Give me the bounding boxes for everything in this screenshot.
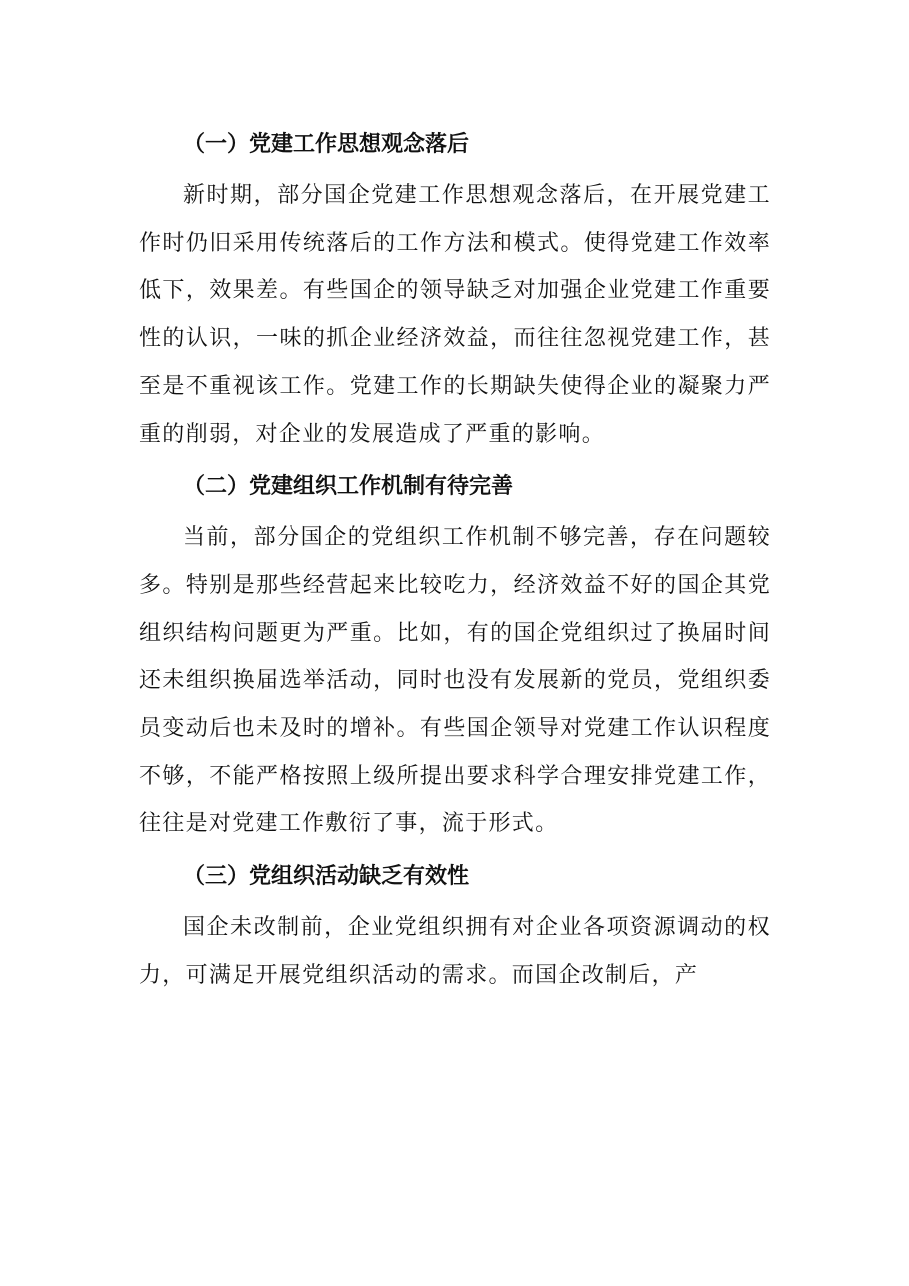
document-body [139,118,771,1002]
section-heading-3: （三）党组织活动缺乏有效性 [183,864,470,890]
section-paragraph-3: 国企未改制前，企业党组织拥有对企业各项资源调动的权力，可满足开展党组织活动的需求。而国企改制后，产 [139,915,771,988]
section-heading-1: （一）党建工作思想观念落后 [183,132,470,157]
section-paragraph-2: 当前，部分国企的党组织工作机制不够完善，存在问题较多。特别是那些经营起来比较吃力，经济效益不好的国企其党组织结构问题更为严重。比如，有的国企党组织过了换届时间还未组织换届选举活动，同时也没有发展新的党员，党组织委员变动后也未及时的增补。有些国企领导对党建工作认识程度不够，不能严格按照上级所提出要求科学合理安排党建工作，往往是对党建工作敷衍了事，流于形式。 [139,525,771,837]
section-heading-2: （二）党建组织工作机制有待完善 [183,474,514,500]
section-paragraph-1: 新时期，部分国企党建工作思想观念落后，在开展党建工作时仍旧采用传统落后的工作方法和模式。使得党建工作效率低下，效果差。有些国企的领导缺乏对加强企业党建工作重要性的认识，一味的抓企业经济效益，而往往忽视党建工作，甚至是不重视该工作。党建工作的长期缺失使得企业的凝聚力严重的削弱，对企业的发展造成了严重的影响。 [139,183,771,447]
